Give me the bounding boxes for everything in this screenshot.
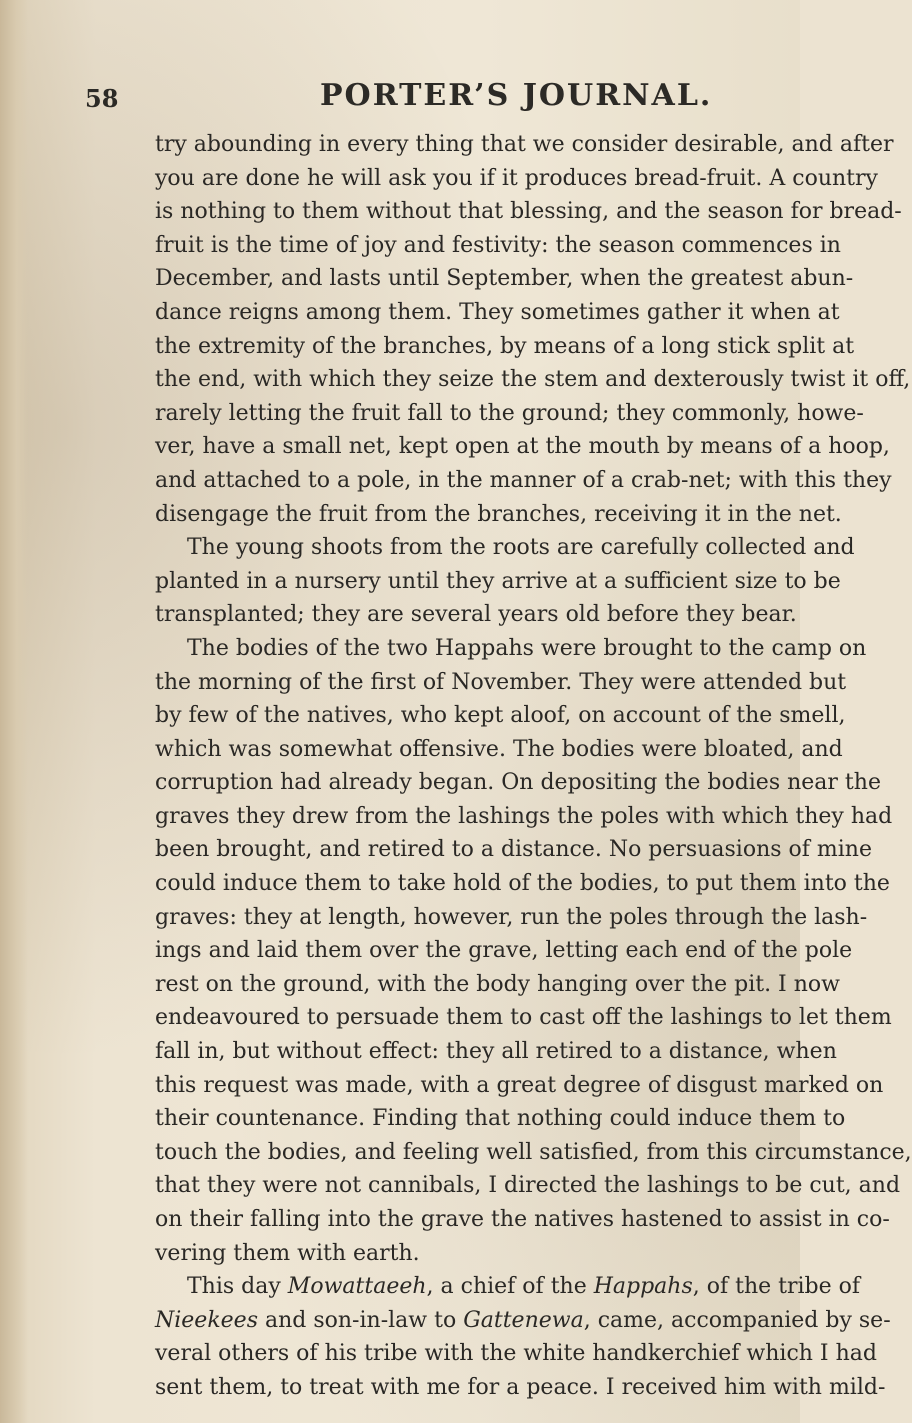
chief-name: Gattenewa — [463, 1307, 584, 1333]
text-line: transplanted; they are several years old before they bear. — [155, 602, 797, 628]
text-line: graves: they at length, however, run the poles through the lash- — [155, 904, 868, 930]
tribe-name: Nieekees — [155, 1307, 258, 1333]
paragraph-start: The young shoots from the roots are carefully collected and — [187, 535, 855, 561]
text-line: that they were not cannibals, I directed the lashings to be cut, and — [155, 1173, 901, 1199]
running-head — [85, 78, 725, 118]
text-line: the extremity of the branches, by means of a long stick split at — [155, 333, 855, 359]
paragraph-start: The bodies of the two Happahs were brought to the camp on — [187, 635, 867, 661]
text-line: and attached to a pole, in the manner of a crab-net; with this they — [155, 467, 892, 493]
text-line: December, and lasts until September, when the greatest abun- — [155, 266, 854, 292]
text-line: on their falling into the grave the natives hastened to assist in co- — [155, 1207, 890, 1232]
text-line: ings and laid them over the grave, letting each end of the pole — [155, 938, 853, 964]
text-line: is nothing to them without that blessing, and the season for bread- — [155, 199, 902, 225]
text-run: This day — [187, 1274, 288, 1300]
text-run: , came, accompanied by se- — [583, 1307, 891, 1333]
text-line: disengage the fruit from the branches, receiving it in the net. — [155, 501, 842, 527]
text-line: by few of the natives, who kept aloof, on account of the smell, — [155, 703, 846, 729]
text-line: their countenance. Finding that nothing could induce them to — [155, 1106, 846, 1132]
text-line: rarely letting the fruit fall to the ground; they commonly, howe- — [155, 400, 864, 426]
text-line: dance reigns among them. They sometimes gather it when at — [155, 299, 840, 325]
text-line — [155, 1304, 891, 1338]
text-line: which was somewhat offensive. The bodies were bloated, and — [155, 736, 843, 762]
text-run: , a chief of the — [426, 1274, 594, 1300]
tribe-name: Happahs — [593, 1274, 693, 1300]
text-line: corruption had already began. On depositing the bodies near the — [155, 770, 881, 796]
text-line: ver, have a small net, kept open at the mouth by means of a hoop, — [155, 434, 890, 460]
page-number: 58 — [85, 84, 119, 113]
text-line: rest on the ground, with the body hanging over the pit. I now — [155, 971, 840, 997]
text-run: , of the tribe of — [692, 1274, 861, 1300]
text-line: sent them, to treat with me for a peace. I received him with mild- — [155, 1374, 886, 1400]
text-line: the end, with which they seize the stem and dexterously twist it off, — [155, 367, 911, 393]
text-run: and son-in-law to — [258, 1307, 464, 1333]
text-line: the morning of the first of November. They were attended but — [155, 669, 847, 695]
text-line: try abounding in every thing that we consider desirable, and after — [155, 132, 894, 157]
text-line: could induce them to take hold of the bodies, to put them into the — [155, 871, 890, 897]
text-line: vering them with earth. — [155, 1240, 420, 1266]
text-line: endeavoured to persuade them to cast off the lashings to let them — [155, 1005, 892, 1031]
body-text — [155, 128, 912, 1405]
paragraph-start — [155, 1270, 861, 1304]
text-line: you are done he will ask you if it produces bread-fruit. A country — [155, 165, 878, 191]
chief-name: Mowattaeeh — [287, 1274, 427, 1300]
text-line: this request was made, with a great degree of disgust marked on — [155, 1072, 884, 1098]
text-line: fall in, but without effect: they all retired to a distance, when — [155, 1039, 837, 1065]
text-line: fruit is the time of joy and festivity: the season commences in — [155, 232, 841, 258]
text-line: touch the bodies, and feeling well satisfied, from this circumstance, — [155, 1139, 912, 1165]
journal-title: PORTER’S JOURNAL. — [320, 78, 713, 113]
text-line: been brought, and retired to a distance. No persuasions of mine — [155, 837, 872, 863]
text-line: planted in a nursery until they arrive at a sufficient size to be — [155, 568, 841, 594]
page-binding-shadow — [0, 0, 28, 1423]
text-line: veral others of his tribe with the white handkerchief which I had — [155, 1341, 877, 1367]
text-line: graves they drew from the lashings the poles with which they had — [155, 803, 893, 829]
